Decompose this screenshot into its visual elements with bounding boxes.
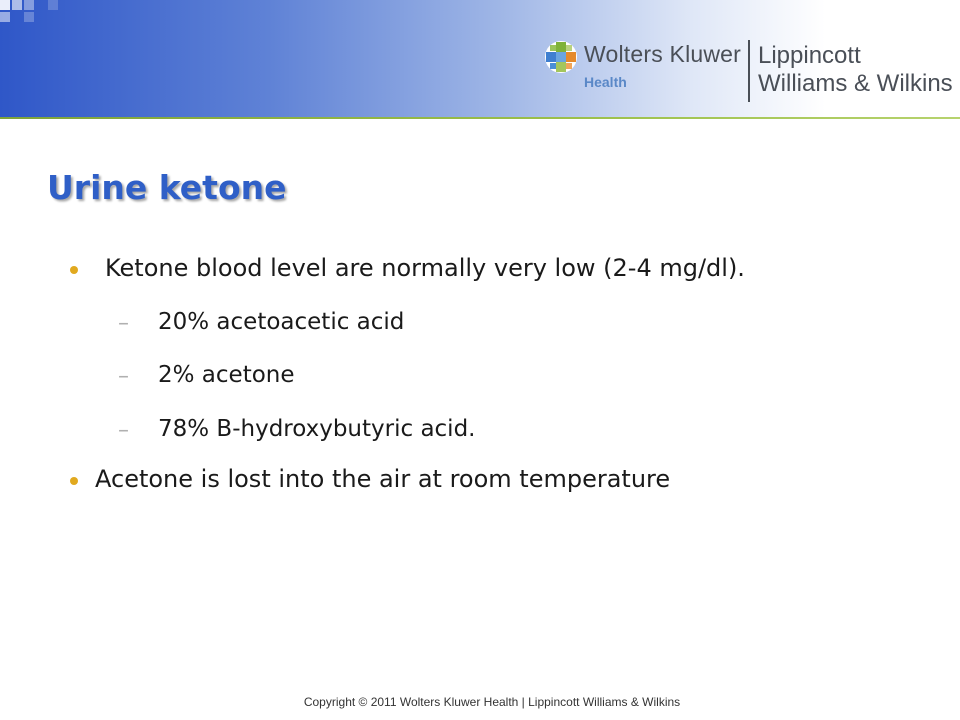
copyright-footer (0, 695, 960, 709)
bullet-item: Acetone is lost into the air at room temperature (95, 465, 671, 493)
sub-bullet-marker: – (118, 418, 129, 443)
logo-publisher-line2: Williams & Wilkins (758, 70, 953, 97)
slide-title: Urine ketone (47, 168, 287, 207)
sub-bullet-item: 2% acetone (158, 362, 295, 388)
copyright-text: Copyright © 2011 Wolters Kluwer Health | Lippincott Williams & Wilkins (303, 695, 681, 709)
logo-publisher-line1: Lippincott (758, 42, 861, 69)
bullet-marker (70, 477, 78, 485)
sub-bullet-item: 20% acetoacetic acid (158, 309, 405, 335)
logo-company-name: Wolters Kluwer (584, 41, 742, 67)
bullet-marker (70, 266, 78, 274)
bullet-item: Ketone blood level are normally very low (2-4 mg/dl). (105, 254, 745, 282)
publisher-logo (540, 38, 960, 108)
sub-bullet-marker: – (118, 311, 129, 336)
header-accent-rule (0, 117, 960, 119)
logo-divider (748, 40, 750, 102)
sub-bullet-marker: – (118, 364, 129, 389)
sub-bullet-item: 78% B-hydroxybutyric acid. (158, 416, 476, 442)
logo-publisher (758, 42, 953, 98)
logo-unit-name: Health (584, 74, 627, 90)
wolters-kluwer-logo-icon (544, 40, 578, 74)
